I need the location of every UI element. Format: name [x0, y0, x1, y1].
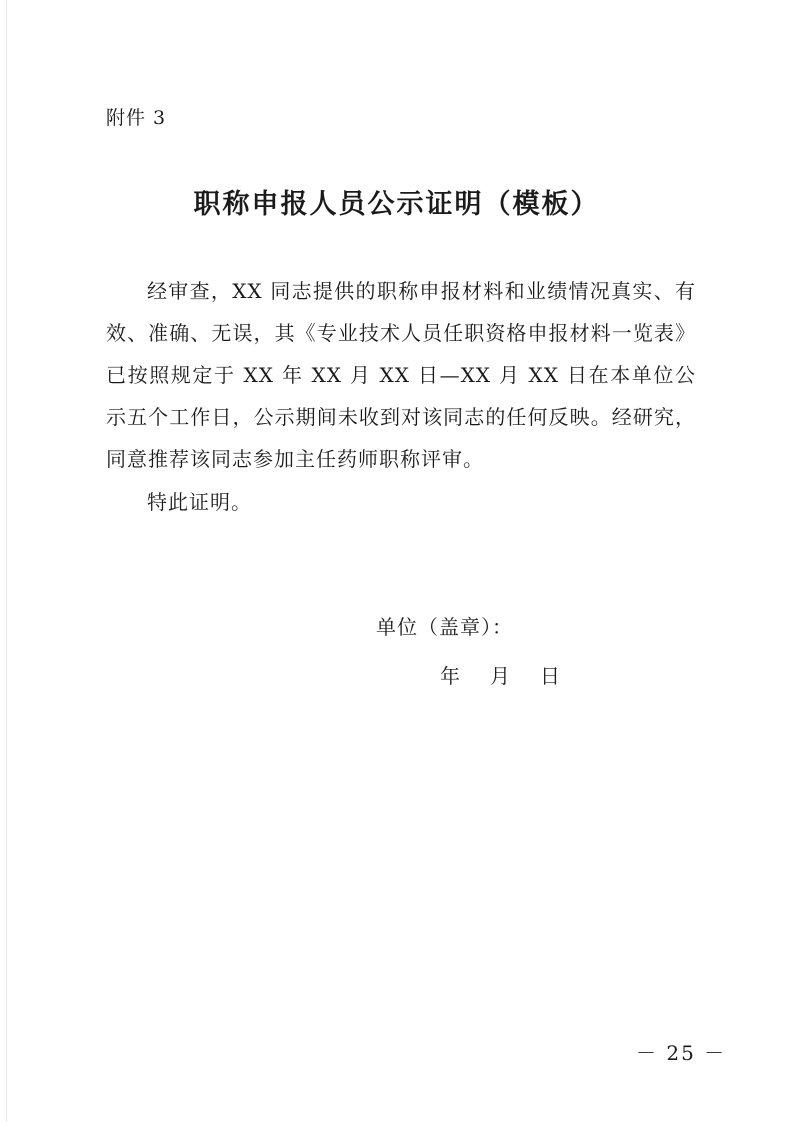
attachment-label: 附件 3 [106, 107, 167, 129]
date-year: 年 [440, 664, 460, 688]
body-paragraph: 经审查，XX 同志提供的职称申报材料和业绩情况真实、有效、准确、无误，其《专业技术人员任职资格申报材料一览表》已按照规定于 XX 年 XX 月 XX 日—XX 月 XX 日在本单位公示五个工作日，公示期间未收到对该同志的任何反映。经研究，同意推荐该同志参加主任药师职称评审。 [106, 279, 696, 471]
signature-unit: 单位（盖章）： [376, 615, 513, 639]
scan-edge-line [6, 0, 7, 1122]
date-month: 月 [490, 664, 510, 688]
closing-statement: 特此证明。 [147, 490, 252, 514]
document-title: 职称申报人员公示证明（模板） [193, 189, 600, 220]
body-section [106, 270, 696, 480]
signature-date [440, 660, 590, 689]
date-day: 日 [540, 664, 560, 688]
page-number: － 25 － [636, 1041, 727, 1065]
